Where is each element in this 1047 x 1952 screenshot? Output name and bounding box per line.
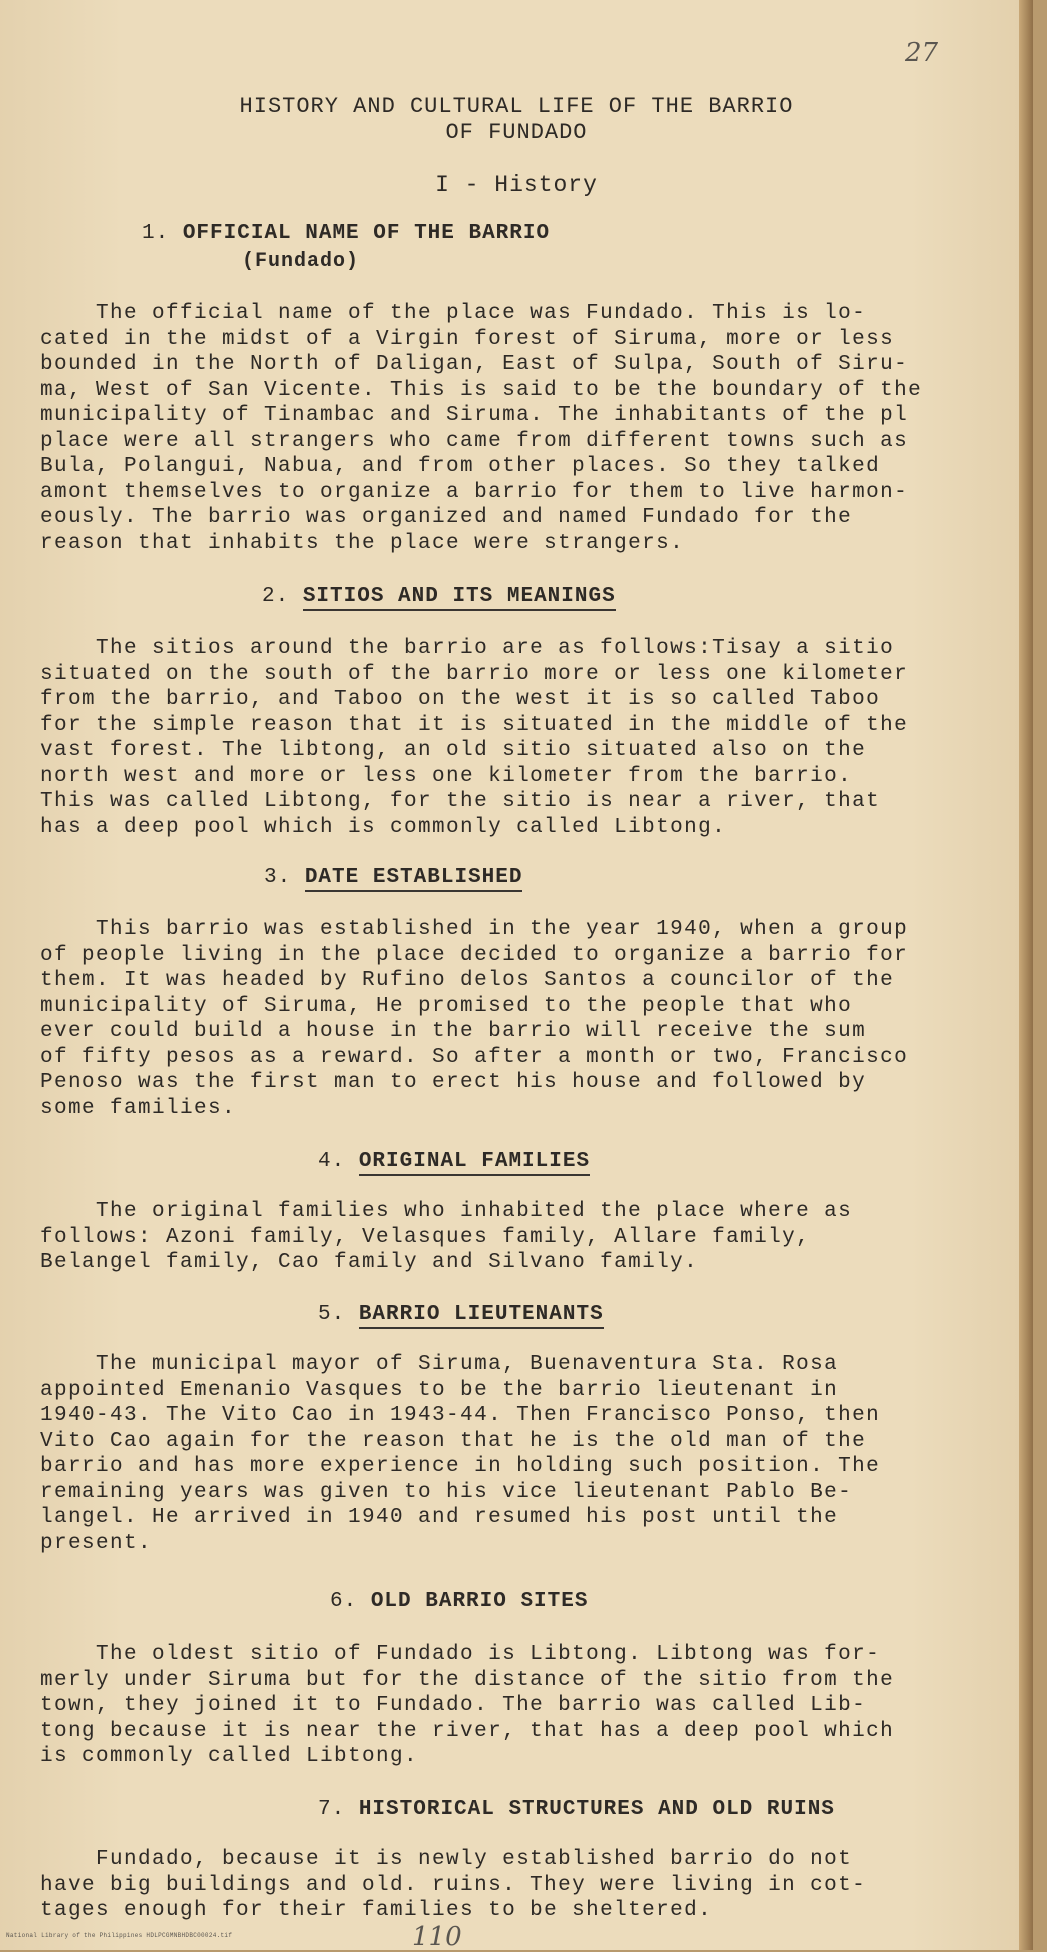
section-number: 5. — [318, 1303, 346, 1326]
section-7-paragraph — [40, 1847, 1015, 1924]
text-line: The sitios around the barrio are as follows:Tisay a sitio — [40, 637, 895, 660]
section-number: 3. — [264, 866, 292, 889]
text-line: them. It was headed by Rufino delos Santos a councilor of the — [40, 969, 895, 992]
text-line: of people living in the place decided to organize a barrio for — [40, 943, 909, 967]
page-edge — [1019, 0, 1033, 1950]
text-line: of fifty pesos as a reward. So after a month or two, Francisco — [40, 1045, 909, 1069]
text-line: Bula, Polangui, Nabua, and from other places. So they talked — [40, 455, 881, 478]
text-line: langel. He arrived in 1940 and resumed his post until the — [40, 1506, 839, 1529]
text-line: some families. — [40, 1096, 237, 1120]
section-5-heading — [318, 1303, 604, 1326]
section-number: 1. — [142, 222, 170, 245]
text-line: ever could build a house in the barrio will receive the sum — [40, 1020, 867, 1043]
text-line: follows: Azoni family, Velasques family, Allare family, — [40, 1225, 811, 1249]
section-6-paragraph — [40, 1642, 1015, 1770]
text-line: is commonly called Libtong. — [40, 1745, 419, 1768]
section-number: 2. — [262, 585, 290, 608]
section-2-paragraph — [40, 636, 1015, 840]
section-3-paragraph — [40, 917, 1015, 1121]
text-line: for the simple reason that it is situated in the middle of the — [40, 713, 909, 737]
part-heading: I - History — [435, 172, 598, 198]
section-1-heading — [142, 222, 550, 245]
section-title: OLD BARRIO SITES — [370, 1590, 589, 1613]
text-line: ma, West of San Vicente. This is said to be the boundary of the — [40, 378, 923, 402]
text-line: vast forest. The libtong, an old sitio situated also on the — [40, 739, 867, 762]
text-line: barrio and has more experience in holding such position. The — [40, 1455, 881, 1478]
section-4-heading — [318, 1150, 590, 1173]
page-number-bottom: 110 — [412, 1922, 462, 1952]
text-line: present. — [40, 1531, 153, 1555]
section-5-paragraph — [40, 1352, 1015, 1556]
text-line: cated in the midst of a Virgin forest of Siruma, more or less — [40, 327, 895, 351]
section-2-heading — [262, 585, 616, 608]
section-title: BARRIO LIEUTENANTS — [359, 1303, 604, 1329]
section-4-paragraph — [40, 1199, 1015, 1276]
text-line: eously. The barrio was organized and named Fundado for the — [40, 506, 853, 529]
text-line: have big buildings and old. ruins. They were living in cot- — [40, 1873, 867, 1897]
text-line: municipality of Tinambac and Siruma. The inhabitants of the pl — [40, 404, 909, 427]
text-line: The original families who inhabited the place where as — [40, 1200, 853, 1223]
scan-footer: National Library of the Philippines HDLPCGMNBHDBC00024.tif — [6, 1932, 233, 1939]
text-line: reason that inhabits the place were strangers. — [40, 531, 685, 555]
section-number: 4. — [318, 1150, 346, 1173]
text-line: This was called Libtong, for the sitio is near a river, that — [40, 790, 881, 813]
section-title: ORIGINAL FAMILIES — [359, 1150, 590, 1176]
section-title: SITIOS AND ITS MEANINGS — [303, 585, 616, 611]
text-line: tong because it is near the river, that has a deep pool which — [40, 1719, 895, 1743]
text-line: north west and more or less one kilometer from the barrio. — [40, 764, 853, 788]
section-number: 6. — [330, 1590, 358, 1613]
section-1-subtitle: (Fundado) — [242, 250, 360, 273]
section-3-heading — [264, 866, 522, 889]
section-6-heading — [330, 1590, 588, 1613]
text-line: amont themselves to organize a barrio for them to live harmon- — [40, 480, 909, 504]
text-line: appointed Emenanio Vasques to be the barrio lieutenant in — [40, 1378, 839, 1402]
text-line: 1940-43. The Vito Cao in 1943-44. Then Francisco Ponso, then — [40, 1404, 881, 1427]
text-line: Fundado, because it is newly established barrio do not — [40, 1848, 853, 1871]
text-line: This barrio was established in the year 1940, when a group — [40, 918, 909, 941]
section-title: DATE ESTABLISHED — [305, 866, 523, 892]
text-line: remaining years was given to his vice lieutenant Pablo Be- — [40, 1480, 853, 1504]
section-7-heading — [318, 1798, 835, 1821]
text-line: The oldest sitio of Fundado is Libtong. Libtong was for- — [40, 1643, 881, 1666]
text-line: Belangel family, Cao family and Silvano family. — [40, 1251, 699, 1274]
text-line: place were all strangers who came from different towns such as — [40, 429, 909, 453]
text-line: The official name of the place was Fundado. This is lo- — [40, 302, 867, 325]
document-title-line2: OF FUNDADO — [445, 120, 588, 145]
section-title: HISTORICAL STRUCTURES AND OLD RUINS — [358, 1798, 835, 1821]
text-line: The municipal mayor of Siruma, Buenaventura Sta. Rosa — [40, 1353, 839, 1376]
section-1-paragraph — [40, 301, 1015, 556]
text-line: from the barrio, and Taboo on the west it is so called Taboo — [40, 688, 881, 711]
section-title: OFFICIAL NAME OF THE BARRIO — [182, 222, 551, 245]
text-line: town, they joined it to Fundado. The barrio was called Lib- — [40, 1694, 867, 1717]
text-line: situated on the south of the barrio more or less one kilometer — [40, 662, 909, 686]
text-line: tages enough for their families to be sheltered. — [40, 1899, 713, 1922]
section-number: 7. — [318, 1798, 346, 1821]
text-line: has a deep pool which is commonly called Libtong. — [40, 815, 727, 839]
page-number-top: 27 — [905, 38, 939, 68]
text-line: municipality of Siruma, He promised to the people that who — [40, 994, 853, 1018]
document-title-line1: HISTORY AND CULTURAL LIFE OF THE BARRIO — [239, 94, 794, 119]
text-line: Penoso was the first man to erect his house and followed by — [40, 1071, 867, 1094]
text-line: bounded in the North of Daligan, East of Sulpa, South of Siru- — [40, 353, 909, 376]
text-line: Vito Cao again for the reason that he is the old man of the — [40, 1429, 867, 1453]
text-line: merly under Siruma but for the distance of the sitio from the — [40, 1668, 895, 1692]
